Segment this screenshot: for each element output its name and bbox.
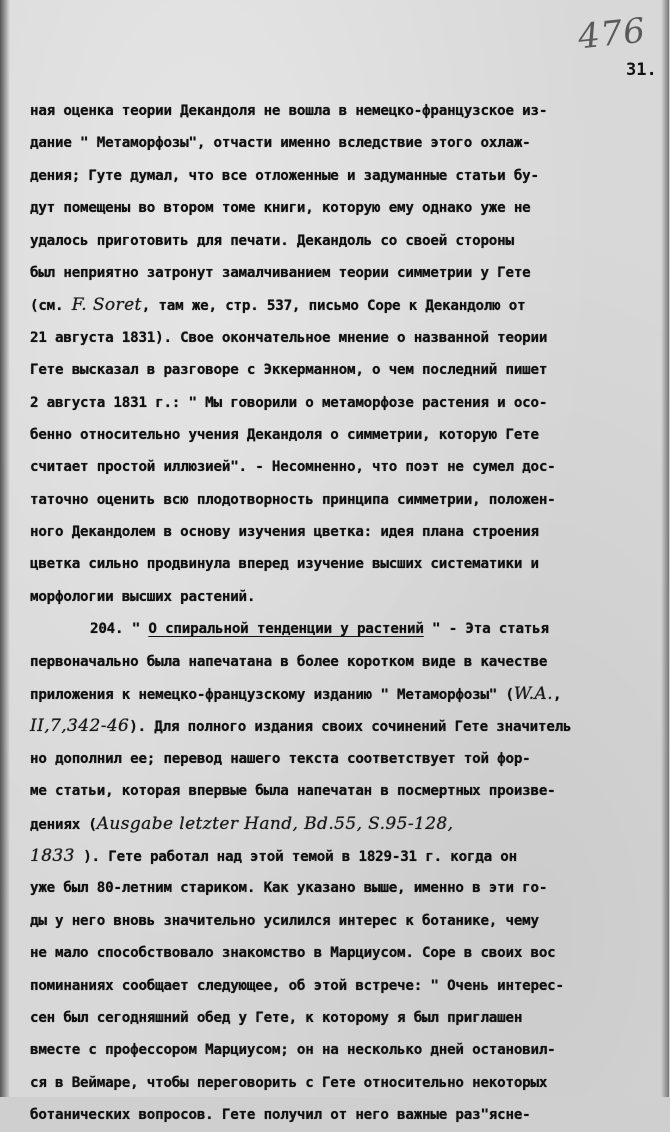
page-number: 31. [626, 60, 657, 80]
text-line: уже был 80-летним стариком. Как указано выше, именно в эти го- [30, 880, 548, 897]
text-line: дения; Гуте думал, что все отложенные и задуманные статьи бу- [30, 167, 539, 184]
text-line: 2 августа 1831 г.: " Мы говорили о метаморфозе растения и осо- [30, 394, 548, 411]
text-line: не мало способствовало знакомство в Марциусом. Соре в своих вос [30, 945, 556, 962]
scan-edge-left [0, 0, 10, 1097]
text-line: ного Декандолем в основу изучения цветка: идея плана строения [30, 524, 539, 541]
text-line: был неприятно затронут замалчиванием теории симметрии у Гете [30, 264, 531, 281]
section-heading-line: 204. " О спиральной тенденции у растений " - Эта статья [90, 621, 549, 638]
text-line: бенно относительно учения Декандоля о симметрии, которую Гете [30, 426, 539, 443]
text-line: ся в Веймаре, чтобы переговорить с Гете относительно некоторых [30, 1074, 548, 1091]
text-line: цветка сильно продвинула вперед изучение высших систематики и [30, 556, 539, 573]
handwritten-insert: W.A. [513, 684, 554, 705]
text-line: первоначально была напечатана в более коротком виде в качестве [30, 653, 548, 670]
handwritten-insert: Ausgabe letzter Hand, Bd.55, S.95-128, [96, 813, 454, 834]
body-text [30, 95, 670, 1132]
text-line: 1833 ). Гете работал над этой темой в 1829-31 г. когда он [30, 845, 517, 866]
text-line: 21 августа 1831). Свое окончательное мнение о названной теории [30, 329, 548, 346]
text-line: вместе с профессором Марциусом; он на несколько дней остановил- [30, 1042, 556, 1059]
text-line: поминаниях сообщает следующее, об этой встрече: " Очень интерес- [30, 977, 564, 994]
archive-page-number: 476 [576, 10, 648, 58]
text-line: Гете высказал в разговоре с Эккерманном, о чем последний пишет [30, 362, 548, 379]
text-line: сен был сегодняшний обед у Гете, к которому я был приглашен [30, 1009, 523, 1026]
text-line: приложения к немецко-французскому изданию " Метаморфозы" (W.A., [30, 684, 562, 705]
text-line: морфологии высших растений. [30, 588, 256, 605]
text-line: (см. F. Soret, там же, стр. 537, письмо Соре к Декандолю от [30, 295, 526, 316]
text-line: ная оценка теории Декандоля не вошла в немецко-французское из- [30, 103, 548, 119]
text-line: дание " Метаморфозы", отчасти именно вследствие этого охлаж- [30, 135, 531, 152]
text-line: таточно оценить всю плодотворность принципа симметрии, положен- [30, 491, 556, 508]
text-line: считает простой иллюзией". - Несомненно, что поэт не сумел дос- [30, 459, 556, 476]
text-line: удалось приготовить для печати. Декандоль со своей стороны [30, 232, 514, 249]
text-line: ме статьи, которая впервые была напечатан в посмертных произве- [30, 783, 556, 800]
text-line: ботанических вопросов. Гете получил от него важные раз"ясне- [30, 1107, 531, 1124]
text-line: дут помещены во втором томе книги, которую ему однако уже не [30, 200, 531, 217]
section-title: О спиральной тенденции у растений [148, 621, 424, 638]
text-line: ды у него вновь значительно усилился интерес к ботанике, чему [30, 912, 539, 929]
text-line: дениях (Ausgabe letzter Hand, Bd.55, S.95-128, [30, 813, 454, 834]
handwritten-insert: II,7,342-46 [30, 716, 130, 737]
text-line: но дополнил ее; перевод нашего текста соответствует той фор- [30, 750, 531, 767]
text-line: II,7,342-46). Для полного издания своих сочинений Гете значитель [30, 716, 572, 737]
handwritten-insert: 1833 [30, 845, 75, 866]
handwritten-insert: F. Soret [71, 295, 142, 316]
